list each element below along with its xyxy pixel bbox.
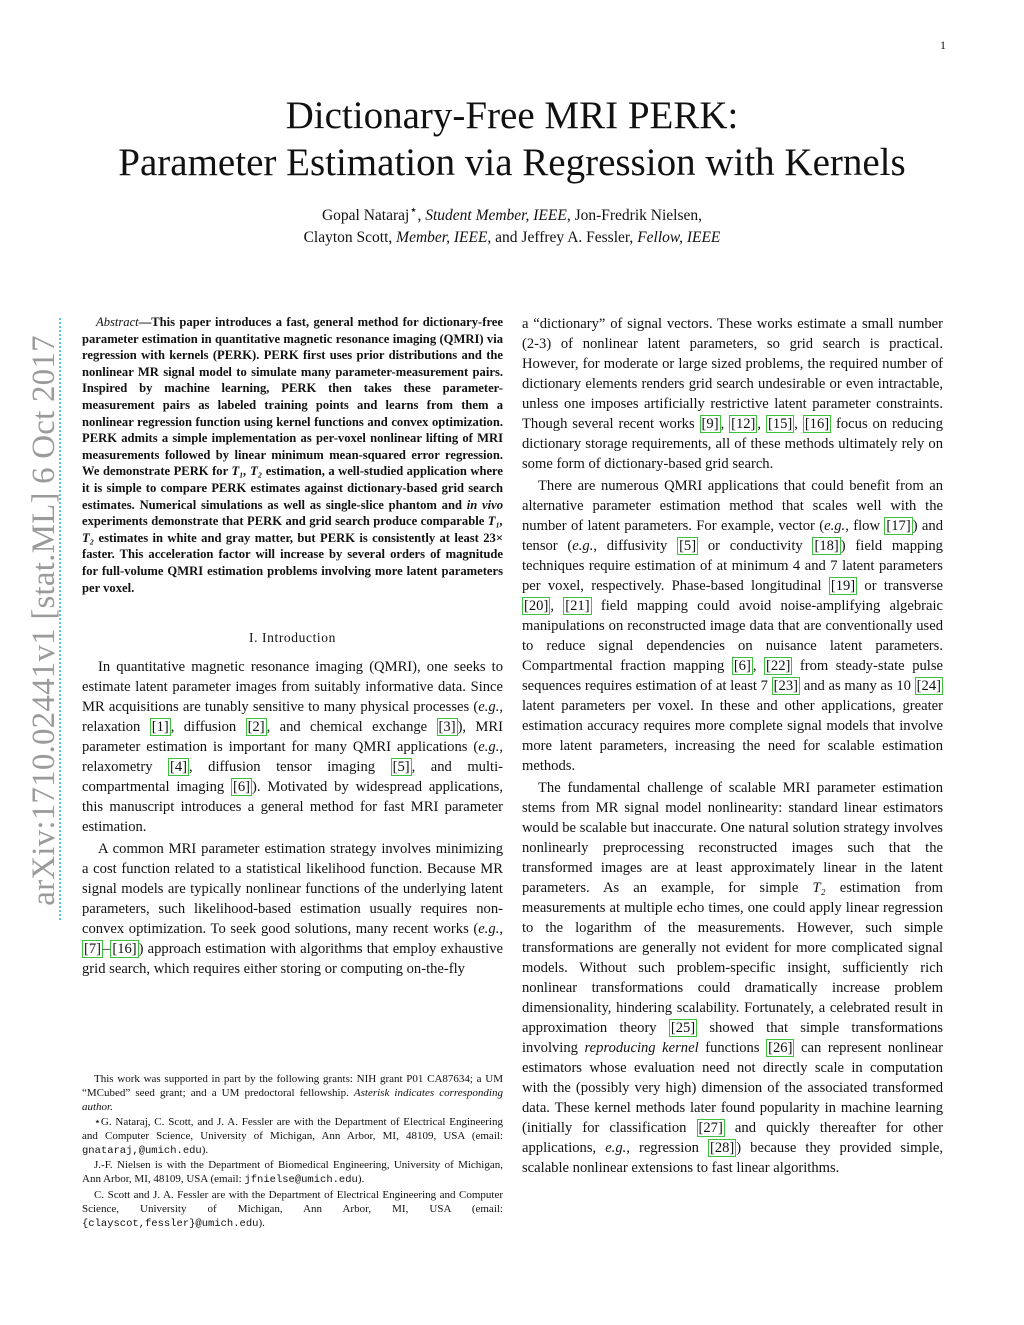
page-number: 1 bbox=[940, 38, 946, 52]
text: , relaxation bbox=[82, 699, 503, 736]
right-paragraph-3 bbox=[522, 778, 943, 1178]
text: field mapping could avoid noise-amplifying algebraic manipulations on reconstructed image data that are conventionally used to reduce signal dependencies on nuisance latent parameters. Compartmental fraction mapping bbox=[522, 598, 944, 674]
text-eg: e.g. bbox=[478, 699, 500, 716]
abstract-text: estimates in white and gray matter, but PERK is consistently at least 23× faster. This acceleration factor will increase by several orders of magnitude for full-volume QMRI estimation problems involving more latent parameters per voxel. bbox=[82, 530, 503, 595]
corresponding-star: ⋆ bbox=[409, 202, 418, 217]
citation-link[interactable]: [25] bbox=[670, 1020, 696, 1036]
citation-link[interactable]: [6] bbox=[233, 779, 251, 796]
text: , bbox=[720, 416, 730, 432]
citation-link[interactable]: [2] bbox=[247, 719, 265, 736]
citation-link[interactable]: [12] bbox=[731, 416, 756, 432]
text: focus on reducing dictionary storage requirements, all of these methods ultimately rely on some form of dictionary-based grid search. bbox=[522, 416, 944, 472]
right-paragraph-1 bbox=[522, 314, 943, 474]
text: from steady-state pulse sequences requires estimation of at least 7 bbox=[522, 658, 943, 694]
paper-title bbox=[60, 92, 964, 186]
text: ⋆G. Nataraj, C. Scott, and J. A. Fessler are with the Department of Electrical Engineering and Computer Science, University of Michigan, Ann Arbor, MI, 48109, USA (email: bbox=[82, 1115, 503, 1142]
email-address[interactable]: gnataraj,@umich.edu bbox=[82, 1145, 202, 1158]
text: , bbox=[794, 416, 803, 432]
text-eg: e.g. bbox=[605, 1140, 627, 1156]
intro-paragraph-2 bbox=[82, 839, 503, 979]
citation-link[interactable]: [5] bbox=[679, 538, 697, 554]
text: , regression bbox=[626, 1140, 708, 1156]
title-line-2: Parameter Estimation via Regression with Kernels bbox=[118, 141, 906, 184]
text: latent parameters per voxel. In these and other applications, greater estimation accuracy requires more complete signal models that involve more latent parameters, increasing the need for scalable estimation methods. bbox=[522, 698, 943, 774]
author-role: Student Member, IEEE bbox=[425, 207, 567, 225]
text: ) and tensor ( bbox=[522, 518, 943, 554]
citation-link[interactable]: [27] bbox=[698, 1120, 723, 1136]
footnote-affiliation-2 bbox=[82, 1158, 503, 1187]
citation-link[interactable]: [7] bbox=[84, 941, 102, 958]
abstract-text: estimation, a well-studied application where it is simple to compare PERK estimates against dictionary-based grid search estimates. Numerical simulations as well as single-slice phantom and bbox=[82, 464, 503, 512]
text: , flow bbox=[845, 518, 885, 534]
citation-link[interactable]: [6] bbox=[733, 658, 751, 674]
citation-link[interactable]: [5] bbox=[392, 759, 410, 776]
title-line-1: Dictionary-Free MRI PERK: bbox=[285, 94, 739, 137]
text: and as many as 10 bbox=[800, 678, 915, 694]
citation-link[interactable]: [3] bbox=[438, 719, 456, 736]
text: In quantitative magnetic resonance imaging (QMRI), one seeks to estimate latent parameter images from suitably informative data. Since MR acquisitions are tunably sensitive to many physical processes ( bbox=[82, 659, 503, 716]
citation-link[interactable]: [23] bbox=[773, 678, 798, 694]
text: ). bbox=[258, 1217, 265, 1230]
text: ). Motivated by widespread applications, this manuscript introduces a general method for fast MRI parameter estimation. bbox=[82, 779, 504, 836]
text: , bbox=[550, 598, 564, 614]
abstract-label: Abstract bbox=[96, 315, 139, 329]
author-name: Clayton Scott, bbox=[303, 229, 397, 247]
text: C. Scott and J. A. Fessler are with the Department of Electrical Engineering and Computer Science, University of Michigan, Ann Arbor, MI, USA (email: bbox=[82, 1188, 503, 1215]
citation-link[interactable]: [20] bbox=[524, 598, 549, 614]
citation-link[interactable]: [28] bbox=[709, 1140, 735, 1156]
text: functions bbox=[698, 1040, 767, 1056]
intro-paragraph-1 bbox=[82, 657, 503, 837]
abstract-dash: — bbox=[138, 315, 152, 329]
email-address[interactable]: jfnielse@umich.edu bbox=[244, 1174, 358, 1187]
citation-link[interactable]: [26] bbox=[768, 1040, 793, 1056]
text: A common MRI parameter estimation strategy involves minimizing a cost function related to a statistical likelihood function. Because MR signal models are typically nonlinear functions of the underlying latent parameters, such likelihood-based estimation usually requires non-convex optimization. To seek good solutions, many recent works ( bbox=[82, 841, 503, 938]
citation-link[interactable]: [17] bbox=[886, 518, 911, 534]
text-eg: e.g. bbox=[478, 921, 500, 938]
text: reproducing kernel bbox=[584, 1040, 699, 1056]
text: can represent nonlinear estimators whose evaluation need not directly scale in computation with the (possibly very high) dimension of the associated transformed data. These kernel methods later found popularity in machine learning (initially for classification bbox=[522, 1040, 943, 1136]
right-paragraph-2 bbox=[522, 476, 943, 776]
footnote-funding bbox=[82, 1072, 503, 1115]
separator: , bbox=[417, 207, 426, 225]
abstract-in-vivo: in vivo bbox=[466, 497, 503, 512]
text: This work was supported in part by the following grants: NIH grant P01 CA87634; a UM “MCubed” seed grant; and a UM predoctoral fellowship. bbox=[82, 1073, 503, 1100]
citation-link[interactable]: [1] bbox=[151, 719, 169, 736]
text: ), MRI parameter estimation is important for many QMRI applications ( bbox=[82, 719, 504, 756]
text: and quickly thereafter for other applications, bbox=[522, 1120, 943, 1156]
text: a “dictionary” of signal vectors. These works estimate a small number (2-3) of nonlinear latent parameters, so grid search is practical. However, for moderate or large sized problems, the required number of dictionary elements renders grid search undesirable or even intractable, unless one imposes artificially restrictive latent parameter constraints. Though several recent works bbox=[522, 316, 943, 432]
abstract-text: experiments demonstrate that PERK and grid search produce comparable bbox=[82, 514, 488, 529]
footnote-affiliation-3 bbox=[82, 1188, 503, 1232]
text: , and multi-compartmental imaging bbox=[82, 759, 503, 796]
author-name: , and Jeffrey A. Fessler, bbox=[487, 229, 638, 247]
author-role: Member, IEEE bbox=[396, 229, 488, 247]
text: or transverse bbox=[857, 578, 943, 594]
text: J.-F. Nielsen is with the Department of Biomedical Engineering, University of Michigan, Ann Arbor, MI, 48109, USA (email: bbox=[82, 1159, 503, 1186]
text: ). bbox=[201, 1144, 209, 1157]
abstract bbox=[82, 314, 503, 596]
text: Asterisk indicates corresponding author. bbox=[82, 1087, 503, 1114]
text: estimation from measurements at multiple echo times, one could apply linear regression to the logarithm of the measurements. However, such simple transformations are generally not evident for more complicated signal models. Without such problem-specific insight, sufficiently rich nonlinear transformations could dramatically increase problem dimensionality, hindering scalability. Fortunately, a celebrated result in approximation theory bbox=[522, 880, 943, 1036]
footnote-affiliation-1 bbox=[82, 1115, 503, 1159]
text: , and chemical exchange bbox=[266, 719, 437, 736]
text: , bbox=[499, 921, 503, 938]
text: ). bbox=[357, 1173, 365, 1186]
right-column bbox=[522, 314, 943, 1178]
citation-link[interactable]: [9] bbox=[701, 416, 719, 432]
author-line-1 bbox=[60, 199, 964, 227]
text: , diffusion tensor imaging bbox=[189, 759, 391, 776]
citation-link[interactable]: [16] bbox=[804, 416, 830, 432]
text: – bbox=[103, 941, 111, 958]
text: , bbox=[757, 416, 766, 432]
citation-link[interactable]: [22] bbox=[766, 658, 791, 674]
text: , relaxometry bbox=[82, 739, 503, 776]
citation-link[interactable]: [16] bbox=[112, 941, 137, 958]
citation-link[interactable]: [15] bbox=[767, 416, 793, 432]
text: , bbox=[752, 658, 765, 674]
text-eg: e.g. bbox=[824, 518, 846, 534]
arxiv-id: arXiv:1710.02441v1 [stat.ML] 6 Oct 2017 bbox=[25, 334, 62, 906]
text: The fundamental challenge of scalable MRI parameter estimation stems from MR signal model nonlinearity: standard linear estimators would be scalable but inaccurate. One natural solution strategy involves nonlinearly preprocessing reconstructed images such that the transformed images are at least approximately linear in the latent parameters. As an example, for simple bbox=[522, 780, 943, 896]
math-t2: T₂ bbox=[812, 880, 826, 896]
author-name: , Jon-Fredrik Nielsen, bbox=[566, 207, 702, 225]
abstract-text: This paper introduces a fast, general method for dictionary-free parameter estimation in quantitative magnetic resonance imaging (QMRI) via regression with kernels (PERK). PERK first uses prior distributions and the nonlinear MR signal model to simulate many parameter-measurement pairs. Inspired by machine learning, PERK then takes these parameter-measurement pairs as labeled training points and learns from them a nonlinear regression function using kernel functions and convex optimization. PERK admits a simple implementation as per-voxel nonlinear lifting of MRI measurements followed by linear minimum mean-squared error regression. We demonstrate PERK for bbox=[82, 315, 503, 479]
citation-link[interactable]: [18] bbox=[814, 538, 839, 554]
email-address[interactable]: {clayscot,fessler}@umich.edu bbox=[82, 1218, 259, 1231]
text: ) field mapping techniques require estimation of at minimum 4 and 7 latent parameters per voxel, respectively. Phase-based longitudinal bbox=[522, 538, 943, 594]
text: , diffusivity bbox=[593, 538, 678, 554]
author-role: Fellow, IEEE bbox=[637, 229, 721, 247]
math-t1-t2: T₁, T₂ bbox=[82, 514, 503, 545]
citation-link[interactable]: [24] bbox=[916, 678, 941, 694]
arxiv-stamp bbox=[22, 320, 66, 920]
left-column bbox=[82, 314, 503, 979]
footnotes bbox=[82, 1072, 503, 1231]
math-t1-t2: T₁, T₂ bbox=[231, 464, 263, 479]
text: There are numerous QMRI applications that could benefit from an alternative parameter estimation method that scales well with the number of latent parameters. For example, vector ( bbox=[522, 478, 943, 534]
text-eg: e.g. bbox=[478, 739, 500, 756]
citation-link[interactable]: [21] bbox=[565, 598, 590, 614]
section-heading-introduction: I. Introduction bbox=[249, 630, 336, 646]
text: , diffusion bbox=[170, 719, 246, 736]
author-list bbox=[60, 199, 964, 249]
text: ) because they provided simple, scalable nonlinear extensions to fast linear algorithms. bbox=[522, 1140, 943, 1176]
citation-link[interactable]: [19] bbox=[830, 578, 856, 594]
text: ) approach estimation with algorithms that employ exhaustive grid search, which requires either storing or computing on-the-fly bbox=[82, 941, 503, 978]
text: showed that simple transformations involving bbox=[522, 1020, 943, 1056]
text-eg: e.g. bbox=[572, 538, 594, 554]
citation-link[interactable]: [4] bbox=[170, 759, 188, 776]
author-name: Gopal Nataraj bbox=[321, 207, 410, 225]
author-line-2 bbox=[60, 227, 964, 249]
text: or conductivity bbox=[698, 538, 813, 554]
